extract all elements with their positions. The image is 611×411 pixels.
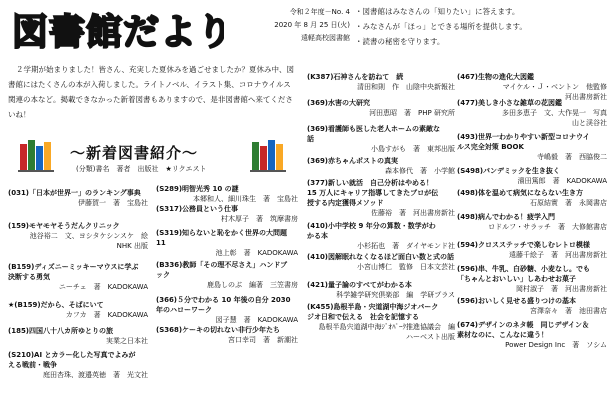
- book-entry: [457, 264, 607, 294]
- book-entry: [156, 184, 298, 204]
- book-author-publisher: ロドルフ・サラッチ 著 大修館書店: [488, 223, 607, 231]
- book-title: (S317)公務員という仕事: [156, 205, 239, 213]
- book-entry: [156, 325, 298, 345]
- book-title: (369)赤ちゃんポストの真実: [307, 157, 399, 165]
- banner-legend: (分類)書名 著者 出版社 ★リクエスト: [76, 165, 207, 173]
- book-author-publisher: Power Design Inc 著 ソシム: [505, 341, 607, 349]
- book-author-publisher: 小宮山博仁 監修 日本文芸社: [357, 263, 455, 271]
- book-entry: [8, 188, 148, 208]
- banner-title: ～新着図書紹介～: [70, 144, 199, 162]
- book-title: (467)生物の進化大図鑑: [457, 73, 535, 81]
- book-author-publisher: 科学雑学研究倶楽部 編 学研プラス: [336, 291, 455, 299]
- book-title: (377)新しい就活 自己分析はやめる！: [307, 179, 434, 187]
- issue-info: [238, 6, 350, 45]
- intro-paragraph: ２学期が始まりました！皆さん、充実した夏休みを過ごせましたか？夏休み中、図書館にはたくさんの本が入荷しました。ライトノベル、イラスト集、コロナウイルス関連の本など。掲載できなかった新着図書もありますので、是非図書館へ来てくださいね！: [8, 65, 294, 119]
- book-author-publisher: 図子慧 著 KADOKAWA: [215, 316, 298, 324]
- book-title: (185)四国八十八カ所ゆとりの旅: [8, 327, 114, 335]
- book-title: 授する内定獲得メソッド: [307, 199, 384, 207]
- book-author-publisher: 本郷和人、細川珠生 著 宝島社: [193, 195, 298, 203]
- book-title: (594)クロスステッチで楽しむレトロ模様: [457, 241, 590, 249]
- book-entry: [457, 240, 607, 260]
- book-title: (596)串、牛乳、白砂糖、小麦なし。でも: [457, 265, 591, 273]
- book-entry: [307, 280, 455, 300]
- book-title: (596)おいしく見せる盛りつけの基本: [457, 297, 577, 305]
- book-entry: [307, 98, 455, 118]
- book-author-publisher: 島根半島宍道湖中海ｼﾞｵﾊﾟｰｸ推進協議会 編: [318, 323, 455, 331]
- book-author-publisher: 石原結實 著 永岡書店: [530, 199, 607, 207]
- book-title: 11: [156, 239, 166, 247]
- books-icon: [18, 138, 58, 172]
- book-title: (498)病んでわかる！疲学入門: [457, 213, 556, 221]
- book-author-publisher: 山と渓谷社: [572, 119, 607, 127]
- book-entry: [156, 260, 298, 290]
- book-title: (031)「日本が世界一」のランキング事典: [8, 189, 141, 197]
- book-author-publisher: 伊藤賀一 著 宝島社: [78, 199, 148, 207]
- masthead-logo: [6, 4, 224, 54]
- book-entry: [457, 132, 607, 162]
- book-title: 決断する勇気: [8, 273, 50, 281]
- book-title: (S498)パンデミックを生き抜く: [457, 167, 560, 175]
- book-author-publisher: NHK 出版: [116, 242, 148, 250]
- book-author-publisher: 宮口幸司 著 新潮社: [228, 336, 298, 344]
- book-entry: [307, 221, 455, 251]
- book-title: ック: [156, 271, 170, 279]
- book-author-publisher: 遠藤千絵子 著 河出書房新社: [509, 251, 607, 259]
- book-title: (498)体を温めて病気にならない生き方: [457, 189, 584, 197]
- book-title: (159)モヤモヤそうだんクリニック: [8, 222, 120, 230]
- book-title: ★(B159)だから、そばにいて: [8, 301, 104, 309]
- book-author-publisher: 濱田篤郎 著 KADOKAWA: [517, 177, 607, 185]
- book-author-publisher: ハーベスト出版: [406, 333, 455, 341]
- book-entry: [307, 72, 455, 92]
- book-author-publisher: 小島すがも 著 東邦出版: [371, 145, 455, 153]
- book-title: ジオ日和で伝える 社会を記憶する: [307, 313, 419, 321]
- book-title: (K455)島根半島・宍道湖中海ジオパーク: [307, 303, 439, 311]
- book-title: (493)世界一わかりやすい新型コロナウイ: [457, 133, 590, 141]
- masthead: [6, 4, 224, 54]
- book-author-publisher: 実業之日本社: [106, 337, 148, 345]
- book-entry: [307, 124, 455, 154]
- book-author-publisher: ニーチェ 著 KADOKAWA: [58, 283, 148, 291]
- book-entry: [156, 295, 298, 325]
- book-entry: [457, 320, 607, 350]
- book-title: (B336)教師「その理不尽さえ」ハンドブ: [156, 261, 288, 269]
- books-icon: [250, 138, 290, 172]
- book-author-publisher: 池上彰 著 KADOKAWA: [215, 249, 298, 257]
- book-title: (S368)ケーキの切れない非行少年たち: [156, 326, 281, 334]
- book-entry: [307, 156, 455, 176]
- book-entry: [8, 326, 148, 346]
- book-title: 年のハローワーク: [156, 306, 212, 314]
- book-entry: [457, 296, 607, 316]
- book-entry: [156, 228, 298, 258]
- book-entry: [8, 262, 148, 292]
- book-entry: [307, 252, 455, 272]
- book-title: 素材なのに、こんなに違う！: [457, 331, 548, 339]
- book-author-publisher: 岡村淑子 著 河出書房新社: [516, 285, 607, 293]
- book-author-publisher: 多田多恵子 文、大作晃一 写真: [502, 109, 607, 117]
- book-title: (410)図解眠れなくなるほど面白い数と式の話: [307, 253, 455, 261]
- book-title: (366)５分でわかる 10 年後の自分 2030: [156, 296, 291, 304]
- book-title: (369)看護師も医した老人ホームの素敵な: [307, 125, 441, 133]
- book-entry: [457, 98, 607, 128]
- book-author-publisher: 森本修代 著 小学館: [385, 167, 455, 175]
- book-author-publisher: 河田恵昭 著 PHP 研究所: [369, 109, 455, 117]
- book-title: (S210)AI とカラー化した写真でよみが: [8, 351, 136, 359]
- book-author-publisher: マイケル・Ｊ・ベントン 他監修: [502, 83, 607, 91]
- book-title: 15 万人にキャリア指導してきたプロが伝: [307, 189, 439, 197]
- principle: ・みなさんが「ほっ」とできる場所を提供します。: [355, 22, 527, 31]
- issue-number: 令和２年度－No. 4: [289, 8, 350, 16]
- book-title: (S319)知らないと恥をかく世界の大問題: [156, 229, 288, 237]
- book-entry: [307, 178, 455, 218]
- book-author-publisher: 村木厚子 著 筑摩書房: [221, 215, 298, 223]
- book-title: (K387)石神さんを訪ねて 続: [307, 73, 404, 81]
- book-author-publisher: 佐藤裕 著 河出書房新社: [371, 209, 455, 217]
- book-title: (S289)明智光秀 10 の謎: [156, 185, 239, 193]
- library-principles: [355, 4, 605, 49]
- issue-date: 2020 年 8 月 25 日(火): [274, 21, 350, 29]
- book-author-publisher: 小杉拓也 著 ダイヤモンド社: [357, 242, 455, 250]
- book-title: (674)デザインのネタ帳 同じデザイン＆: [457, 321, 590, 329]
- book-entry: [457, 166, 607, 186]
- book-entry: [457, 212, 607, 232]
- book-title: える戦前・戦争: [8, 361, 57, 369]
- book-title: (421)量子論のすべてがわかる本: [307, 281, 412, 289]
- book-title: ルス完全対策 BOOK: [457, 143, 524, 151]
- book-entry: [307, 302, 455, 342]
- book-author-publisher: カフカ 著 KADOKAWA: [65, 311, 148, 319]
- book-author-publisher: 寺嶋毅 著 西脇俊二: [537, 153, 607, 161]
- book-author-publisher: 庭田杏珠、渡邉英徳 著 光文社: [43, 371, 148, 379]
- book-title: (369)水害の大研究: [307, 99, 371, 107]
- book-entry: [8, 221, 148, 251]
- book-entry: [156, 204, 298, 224]
- masthead-title: 図書館だより: [12, 12, 224, 53]
- book-author-publisher: 鹿島しのぶ 編著 三笠書房: [207, 281, 298, 289]
- book-entry: [8, 300, 148, 320]
- book-title: かる本: [307, 232, 328, 240]
- book-title: 話: [307, 135, 314, 143]
- principle: ・図書館はみなさんの「知りたい」に答えます。: [355, 7, 520, 16]
- book-author-publisher: 池谷裕二 文、ヨシタケシンスケ 絵: [29, 232, 148, 240]
- book-author-publisher: 宮澤奈々 著 池田書店: [530, 307, 607, 315]
- book-author-publisher: 清田和則 作 山陰中央新報社: [357, 83, 455, 91]
- book-author-publisher: 河出書房新社: [565, 93, 607, 101]
- book-title: (477)美しき小さな雑草の花図鑑: [457, 99, 563, 107]
- principle: ・読書の秘密を守ります。: [355, 37, 445, 46]
- book-title: (B159)ディズニーミッキーマウスに学ぶ: [8, 263, 139, 271]
- book-entry: [8, 350, 148, 380]
- book-title: 「ちゃんとおいしい」しあわせお菓子: [457, 275, 576, 283]
- book-entry: [457, 188, 607, 208]
- publisher: 遠軽高校図書館: [301, 34, 350, 42]
- new-books-banner: [18, 138, 288, 174]
- book-title: (410)小中学校 9 年分の算数・数学がわ: [307, 222, 436, 230]
